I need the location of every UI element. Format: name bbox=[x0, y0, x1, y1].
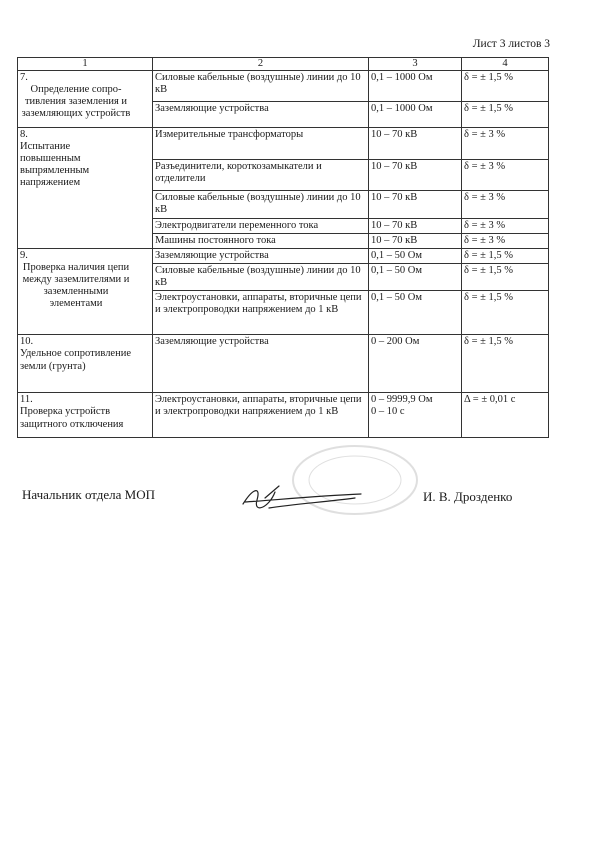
range-cell: 10 – 70 кВ bbox=[369, 234, 462, 249]
column-number: 2 bbox=[153, 58, 369, 71]
accuracy-cell: δ = ± 1,5 % bbox=[462, 102, 549, 128]
range-cell bbox=[369, 393, 462, 438]
column-number: 3 bbox=[369, 58, 462, 71]
test-name-cell bbox=[18, 71, 153, 128]
object-cell: Электроустановки, аппараты, вторичные цепи и электропроводки напряжением до 1 кВ bbox=[153, 393, 369, 438]
range-cell: 0 – 200 Ом bbox=[369, 335, 462, 393]
column-number: 1 bbox=[18, 58, 153, 71]
table-row bbox=[18, 393, 549, 438]
test-name-cell bbox=[18, 249, 153, 335]
column-number: 4 bbox=[462, 58, 549, 71]
range-cell: 10 – 70 кВ bbox=[369, 191, 462, 219]
accuracy-cell: δ = ± 3 % bbox=[462, 234, 549, 249]
test-name: Определение сопро-тивления заземления и заземляющих устройств bbox=[21, 84, 131, 120]
accuracy-cell: δ = ± 3 % bbox=[462, 219, 549, 234]
table-row bbox=[18, 128, 549, 160]
object-cell: Машины постоянного тока bbox=[153, 234, 369, 249]
object-cell: Измерительные трансформаторы bbox=[153, 128, 369, 160]
object-cell: Силовые кабельные (воздушные) линии до 10 кВ bbox=[153, 191, 369, 219]
range-cell: 10 – 70 кВ bbox=[369, 219, 462, 234]
range-cell: 10 – 70 кВ bbox=[369, 160, 462, 191]
accuracy-cell: δ = ± 3 % bbox=[462, 128, 549, 160]
accuracy-cell: δ = ± 1,5 % bbox=[462, 71, 549, 102]
signatory-name: И. В. Дрозденко bbox=[423, 489, 513, 504]
row-number: 8. bbox=[20, 129, 28, 141]
table-row bbox=[18, 249, 549, 264]
row-number: 9. bbox=[20, 250, 28, 262]
object-cell: Электроустановки, аппараты, вторичные цепи и электропроводки напряжением до 1 кВ bbox=[153, 291, 369, 335]
table-row bbox=[18, 335, 549, 393]
table-row bbox=[18, 71, 549, 102]
accuracy-cell: Δ = ± 0,01 с bbox=[462, 393, 549, 438]
test-name-cell bbox=[18, 335, 153, 393]
row-number: 10. bbox=[20, 336, 34, 348]
accuracy-cell: δ = ± 1,5 % bbox=[462, 264, 549, 291]
accreditation-table bbox=[17, 57, 549, 438]
accuracy-cell: δ = ± 3 % bbox=[462, 191, 549, 219]
signature bbox=[235, 478, 365, 514]
column-number-row bbox=[18, 58, 549, 71]
object-cell: Электродвигатели переменного тока bbox=[153, 219, 369, 234]
accuracy-cell: δ = ± 1,5 % bbox=[462, 249, 549, 264]
range-value: 0 – 10 с bbox=[371, 406, 405, 418]
sheet-number: Лист 3 листов 3 bbox=[472, 38, 550, 50]
object-cell: Силовые кабельные (воздушные) линии до 10 кВ bbox=[153, 71, 369, 102]
test-name: Проверка устройств защитного отключения bbox=[20, 406, 124, 430]
range-cell: 10 – 70 кВ bbox=[369, 128, 462, 160]
test-name: Проверка наличия цепи между заземлителями и заземленными элементами bbox=[22, 262, 130, 310]
object-cell: Заземляющие устройства bbox=[153, 249, 369, 264]
signatory-position: Начальник отдела МОП bbox=[22, 487, 156, 502]
object-cell: Разъединители, короткозамыкатели и отделители bbox=[153, 160, 369, 191]
accuracy-cell: δ = ± 3 % bbox=[462, 160, 549, 191]
object-cell: Силовые кабельные (воздушные) линии до 10 кВ bbox=[153, 264, 369, 291]
object-cell: Заземляющие устройства bbox=[153, 102, 369, 128]
range-cell: 0,1 – 50 Ом bbox=[369, 264, 462, 291]
test-name-cell bbox=[18, 393, 153, 438]
row-number: 11. bbox=[20, 394, 33, 406]
range-value: 0 – 9999,9 Ом bbox=[371, 394, 433, 406]
test-name: Удельное сопротивление земли (грунта) bbox=[20, 348, 131, 372]
range-cell: 0,1 – 1000 Ом bbox=[369, 102, 462, 128]
object-cell: Заземляющие устройства bbox=[153, 335, 369, 393]
row-number: 7. bbox=[20, 72, 28, 84]
accuracy-cell: δ = ± 1,5 % bbox=[462, 335, 549, 393]
accuracy-cell: δ = ± 1,5 % bbox=[462, 291, 549, 335]
range-cell: 0,1 – 50 Ом bbox=[369, 291, 462, 335]
range-cell: 0,1 – 50 Ом bbox=[369, 249, 462, 264]
range-cell: 0,1 – 1000 Ом bbox=[369, 71, 462, 102]
test-name: Испытание повышенным выпрямленным напряжением bbox=[20, 141, 90, 189]
test-name-cell bbox=[18, 128, 153, 249]
